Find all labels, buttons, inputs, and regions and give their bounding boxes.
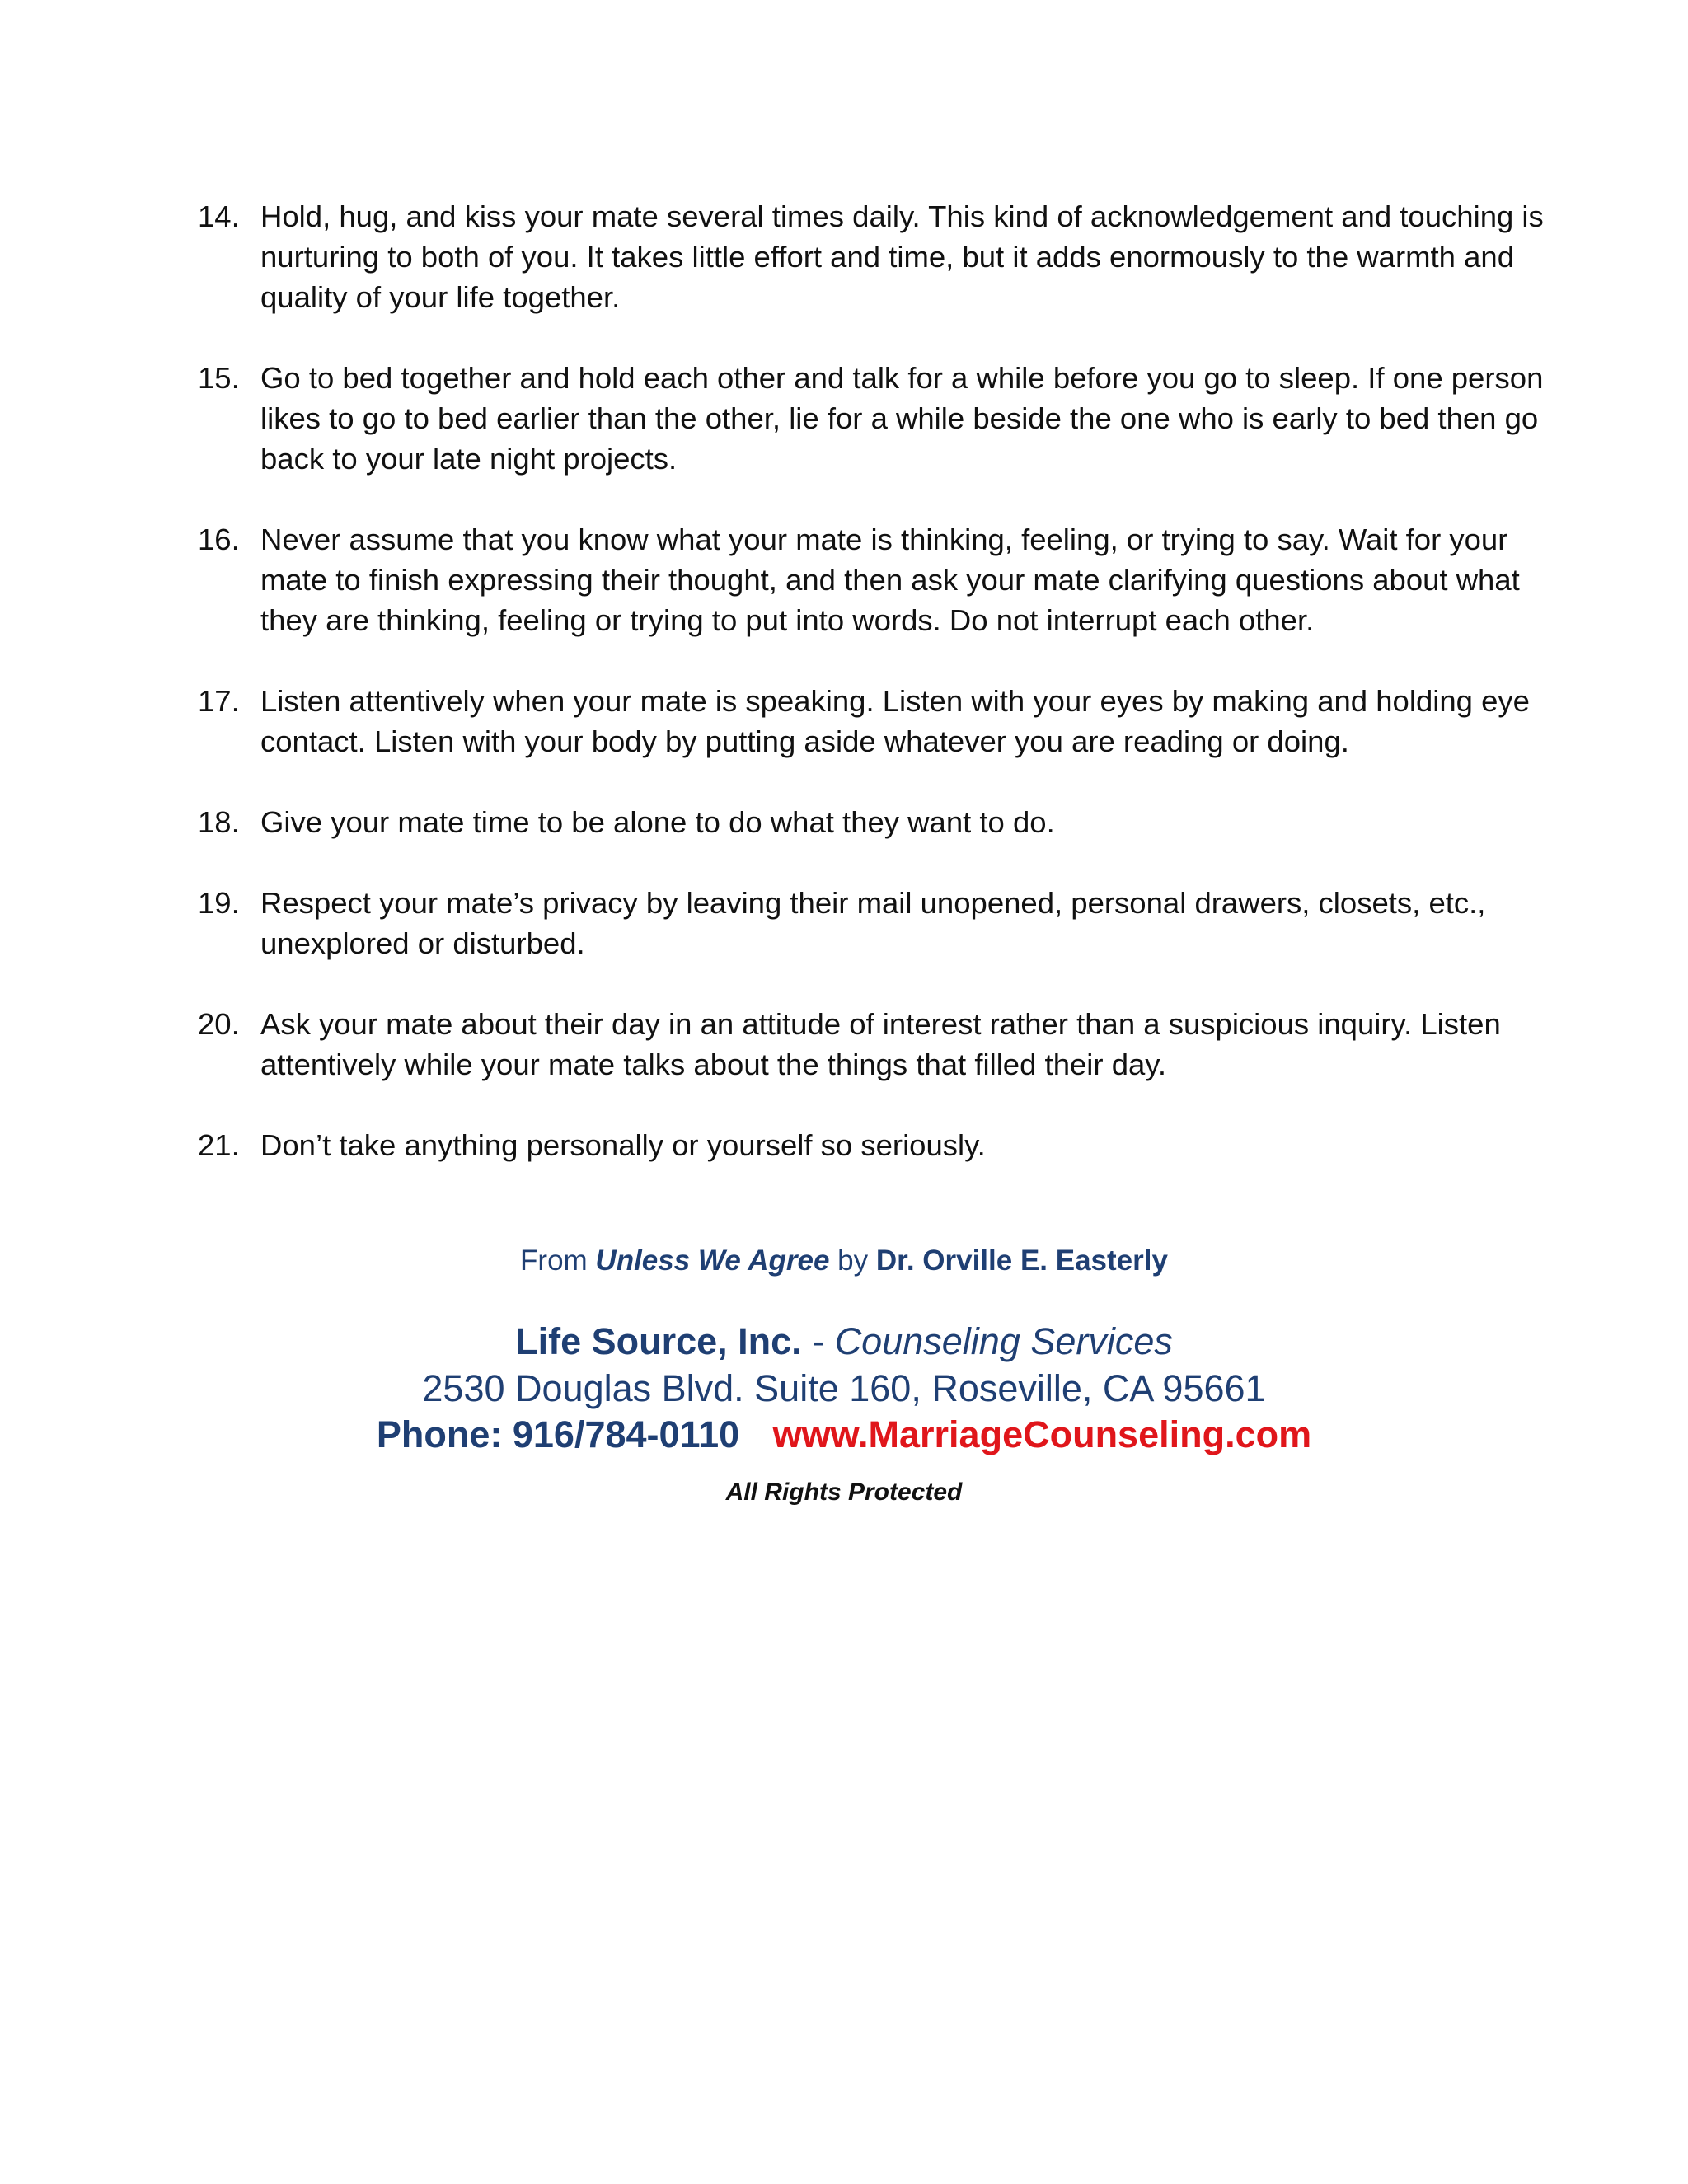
list-item-number: 18. xyxy=(198,805,240,839)
rights-notice: All Rights Protected xyxy=(725,1479,963,1506)
list-item xyxy=(198,196,1582,317)
from-label: From xyxy=(520,1244,588,1277)
list-item-number: 21. xyxy=(198,1128,240,1162)
list-item-text: Give your mate time to be alone to do what they want to do. xyxy=(260,805,1055,839)
book-title: Unless We Agree xyxy=(595,1244,830,1277)
list-item-number: 14. xyxy=(198,199,240,233)
list-item-text: Respect your mate’s privacy by leaving their mail unopened, personal drawers, closets, etc., unexplored or disturbed. xyxy=(260,886,1486,960)
list-item-number: 15. xyxy=(198,361,240,395)
book-source-line xyxy=(0,1240,1688,1282)
credits-block xyxy=(0,1240,1688,1511)
list-item-text: Listen attentively when your mate is speaking. Listen with your eyes by making and holding eye contact. Listen with your body by putting aside whatever you are reading or doing. xyxy=(260,684,1530,758)
list-item xyxy=(198,358,1582,479)
organization-separator: - xyxy=(801,1320,835,1362)
list-item xyxy=(198,802,1582,842)
list-item xyxy=(198,681,1582,762)
list-item-number: 16. xyxy=(198,523,240,556)
organization-service: Counseling Services xyxy=(834,1320,1173,1362)
list-item-number: 17. xyxy=(198,684,240,718)
list-item-text: Hold, hug, and kiss your mate several times daily. This kind of acknowledgement and touching is nurturing to both of you. It takes little effort and time, but it adds enormously to the warmth and quality of your life together. xyxy=(260,199,1544,314)
by-label: by xyxy=(837,1244,869,1277)
list-item xyxy=(198,519,1582,640)
author-name: Dr. Orville E. Easterly xyxy=(875,1244,1168,1277)
organization-line xyxy=(0,1318,1688,1366)
list-item xyxy=(198,1004,1582,1085)
list-item xyxy=(198,1125,1582,1165)
list-item-number: 19. xyxy=(198,886,240,920)
address: 2530 Douglas Blvd. Suite 160, Roseville, CA 95661 xyxy=(422,1367,1266,1409)
list-item-text: Ask your mate about their day in an attitude of interest rather than a suspicious inquiry. Listen attentively while your mate talks about the things that filled their day. xyxy=(260,1007,1501,1081)
list-item-text: Never assume that you know what your mate is thinking, feeling, or trying to say. Wait for your mate to finish expressing their thought, and then ask your mate clarifying questions about what they are thinking, feeling or trying to put into words. Do not interrupt each other. xyxy=(260,523,1520,637)
list-item-text: Don’t take anything personally or yourself so seriously. xyxy=(260,1128,986,1162)
list-item-number: 20. xyxy=(198,1007,240,1041)
list-item-text: Go to bed together and hold each other and talk for a while before you go to sleep. If one person likes to go to bed earlier than the other, lie for a while beside the one who is early to bed then go back to your late night projects. xyxy=(260,361,1544,476)
phone-number: Phone: 916/784-0110 xyxy=(376,1413,740,1455)
list-item xyxy=(198,883,1582,963)
organization-name: Life Source, Inc. xyxy=(515,1320,802,1362)
contact-line xyxy=(0,1412,1688,1458)
website-link[interactable]: www.MarriageCounseling.com xyxy=(772,1413,1312,1455)
tips-list xyxy=(198,196,1582,1206)
